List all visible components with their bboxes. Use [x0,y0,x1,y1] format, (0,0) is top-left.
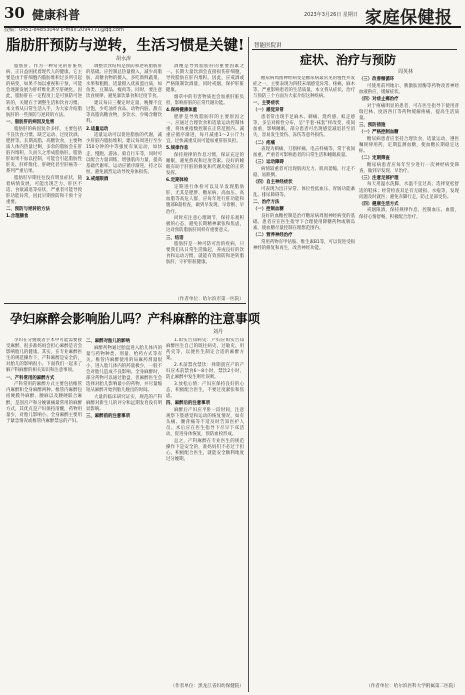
article3-kicker: 智能医院讲 [254,43,282,49]
article1-subheading: 4.保持健康体重 [166,108,198,114]
article2-heading: 二、麻醉对胎儿的影响 [86,339,130,344]
paragraph: 常用药物有甲钴胺、维生素B1等，可以促进受损神经的修复和再生，改善神经功能。 [253,239,355,251]
paragraph: 同时应注意心理调节，保持乐观积极的心态，避免长期精神紧张和焦虑，这对预防脂肪肝同样有重要意义。 [166,216,244,234]
article2-byline: 刘丹 [213,329,224,335]
article1-heading: 二、预防与逆转的方法 [6,207,50,213]
divider [4,303,246,304]
paragraph: 糖尿病患者应每年至少进行一次神经病变筛查，做到早发现、早治疗。 [359,162,459,174]
paragraph: 脂肪肝，作为一种常见的肝脏疾病，正日益困扰着现代人的健康。它主要是由于肝细胞内脂肪堆积过多所引起的病变，如果不加以重视和干预，可能会逐渐发展为肝纤维化甚至肝硬化。因此，脂肪肝在一定程度上是可预防可逆转的，关键在于调整生活和饮食习惯。本文将从日常生活入手，为大家介绍脂肪肝的一些预防与逆转的方法。 [6,64,82,118]
article3-subheading: （四）自主神经症状 [253,180,293,186]
paragraph: 病情较重者可出现肌肉无力、肌肉萎缩，行走不稳，易跌倒。 [253,167,355,179]
paragraph: 建议每日三餐定时定量，晚餐不宜过饱，少吃油炸食品、动物内脏、甜点等高脂高糖食物，多饮水，少喝含糖饮料。 [86,101,162,125]
paragraph: 1.如实告知病史：产妇应如实告知麻醉医生自己的既往病史、过敏史、用药史等，以便医生制定合适的麻醉方案。 [166,338,244,362]
paragraph: 产科常用的麻醉方式主要包括椎管内麻醉和全身麻醉两种。椎管内麻醉包括硬膜外麻醉、腰麻以及腰硬联合麻醉，是剖宫产和分娩镇痛最常用的麻醉方式，其优点是产妇保持清醒，药物用量少，对胎儿影响小。全身麻醉主要用于紧急情况或椎管内麻醉禁忌的产妇。 [6,382,82,424]
article1-heading: 三、结语 [166,235,184,241]
paragraph: 脂肪肝的病因复杂多样，主要包括不良饮食习惯、缺乏运动、过度饮酒、肥胖等。长期高脂、高糖饮食，主要物质人体内热量过剩，多余的脂肪会在肝脏内堆积，久而久之形成脂肪肝。脂肪肝如果不加以控制，可能会引起脂肪性肝炎、肝纤维化、肝硬化甚至肝癌等一系列严重后果。 [6,126,82,175]
article1-source: （作者单位：哈尔滨市第一医院） [175,297,244,302]
article3-subheading: （三）注意足部护理 [359,175,399,181]
article3-heading: 三、预防措施 [359,122,386,128]
article2-heading: 一、产科常用的麻醉方式 [6,375,55,381]
article2-col2 [86,338,162,684]
article3-subheading: （一）严格控制血糖 [359,129,399,135]
paragraph: 总之，产科麻醉在专业医生的规范操作下是安全的，准妈妈们不必过于担心，积极配合医生，就能安全顺利地度过分娩期。 [166,438,244,463]
article2-heading: 三、麻醉前的注意事项 [86,414,130,420]
article1-col3 [166,64,244,296]
article1-heading: 一、脂肪肝的病因及危害 [6,119,55,125]
article3-subheading: （三）运动障碍 [253,160,284,166]
article3-byline: 周英林 [398,69,414,75]
article1-subheading: 1.合理膳食 [6,214,29,220]
paragraph: 大量的临床研究证实，规范的产科麻醉对新生儿的评分和远期发育没有明显影响。 [86,395,162,413]
divider [252,49,457,50]
paragraph: 良好的血糖控制是治疗糖尿病周围神经病变的基础。患者应在医生指导下合理使用降糖药物或胰岛素，使血糖尽量控制在理想范围内。 [253,213,355,232]
paragraph: 保持规律的作息习惯，保证充足的睡眠，避免熬夜和过度劳累。良好的睡眠有助于肝脏的修复和代谢功能的正常发挥。 [166,153,244,177]
paragraph: 脂肪肝是一种可防可治的疾病，只要我们从日常生活做起，养成良好的饮食和运动习惯，就能有效预防和逆转脂肪肝，守护肝脏健康。 [166,242,244,266]
article3-subheading: （四）健康生活方式 [359,201,399,207]
paragraph: 糖尿病周围神经病变是糖尿病最常见的慢性并发症之一，主要表现为四肢末端感觉异常、疼痛、麻木等，严重影响患者的生活质量。本文将从症状、治疗与预防三个方面为大家介绍这种疾病。 [253,76,355,100]
paragraph: 定期进行体检可以及早发现脂肪肝，尤其是肥胖、糖尿病、高血压、高血脂等高危人群，应每年进行肝功能和腹部B超检查，做到早发现、早诊断、早治疗。 [166,185,244,215]
article3-col1 [253,76,355,676]
article3-subheading: （二）营养神经治疗 [253,233,293,239]
article2-col1 [6,338,82,684]
article1-title: 脂肪肝预防与逆转，生活习惯是关键! [6,37,245,54]
paragraph: 对于疼痛明显的患者，可在医生指导下使用普瑞巴林、度洛西汀等药物缓解疼痛，提高生活质量。 [359,103,459,121]
paper-name: 家庭保健报 [365,8,453,28]
paragraph: 麻醉后产妇应平卧一段时间，注意观察下肢感觉和运动的恢复情况，如有头痛、腰背痛等不适及时告知医护人员。术后应在医生指导下尽早下床活动，促进身体恢复，预防血栓形成。 [166,407,244,438]
paragraph: 患者常出现手足麻木、刺痛、烧灼感、蚁走感等，多呈对称性分布，呈“手套-袜套”样改变，夜间加重，影响睡眠。部分患者可出现感觉减退甚至消失，容易发生烫伤、冻伤等意外损伤。 [253,115,355,139]
paragraph: 麻醉药物通过胎盘进入胎儿体内的量与药物种类、剂量、给药方式等有关。椎管内麻醉使用的局麻药剂量很小，进入胎儿体内的药量极少，一般不会对胎儿造成不良影响。全身麻醉时，部分药物可以通过胎盘，但麻醉医生会选择对胎儿影响最小的药物，并尽量缩短从麻醉开始到胎儿娩出的时间。 [86,345,162,394]
article3-col2 [359,76,459,676]
paragraph: 烟草中的有害物质也会加重肝脏负担，影响肝脏的正常代谢功能。 [166,95,244,107]
article3-subheading: （二）疼痛 [253,140,275,146]
article1-col2 [86,64,162,296]
contact-line: 投稿：0451-84853049 E-mail:2094771@qq.com [4,27,124,33]
article3-subheading: （二）定期筛查 [359,155,390,161]
paragraph: 3.放松心情：产妇应保持良好的心态，积极配合医生，不要过度紧张和焦虑。 [166,381,244,400]
paragraph: 糖尿病患者应坚持合理饮食、适量运动，遵医嘱规律用药，定期监测血糖，使血糖长期稳定达标。 [359,136,459,154]
article3-heading: 二、治疗方法 [253,200,280,206]
article2-title: 孕妇麻醉会影响胎儿吗？产科麻醉的注意事项 [10,311,261,326]
article3-subheading: （一）控制血糖 [253,207,284,213]
article3-source: （作者单位：哈尔滨医科大学附属第二医院） [366,684,458,689]
article1-subheading: 3.戒烟限酒 [86,176,109,182]
article1-byline: 胡水涛 [116,56,132,62]
paragraph: 酒精是导致脂肪肝的重要因素之一。长期大量饮酒会直接损伤肝细胞，导致脂肪在肝内堆积。因此，应戒酒或严格限制饮酒量，同时戒烟，保护肝脏健康。 [166,64,244,94]
page-header [4,4,461,28]
article3-subheading: （四）对症止痛治疗 [359,96,399,102]
issue-date: 2023年3月26日 星期日 [304,12,358,18]
paragraph: 肥胖是导致脂肪肝的主要原因之一。应通过合理饮食和适量运动控制体重，将体重指数控制在正常范围内。减重应循序渐进，每月减重1～2公斤为宜，过快减重反而可能加重肝脏负担。 [166,114,244,145]
article2-heading: 四、麻醉后的注意事项 [166,401,210,407]
paragraph: 调整饮食结构是预防和逆转脂肪肝的基础。应控制总热量摄入，减少高脂肪、高糖食物的摄入，多吃新鲜蔬菜、水果和粗粮，适量摄入优质蛋白质，如鱼类、豆制品、瘦肉等。同时，要注意饮食规律，避免暴饮暴食和过度节食。 [86,64,162,100]
article2-source: （作者单位：黑龙江省妇幼保健院） [170,684,244,689]
article3-heading: 一、主要症状 [253,101,280,107]
article3-subheading: （一）感觉异常 [253,108,284,114]
article3-title: 症状、治疗与预防 [300,53,397,67]
article1-subheading: 2.适量运动 [86,126,109,132]
paragraph: 孕妇在分娩或者手术中可能需要接受麻醉，很多准妈妈会担心麻醉是否会影响胎儿的健康。其实，在专业麻醉医生的规范操作下，产科麻醉是安全的，对胎儿的影响很小。下面我们一起来了解产科麻醉的相关知识和注意事项。 [6,338,82,374]
article1-subheading: 5.规律作息 [166,146,189,152]
paragraph: 适量运动可以促进脂肪的代谢，减少肝脏内脂肪堆积。建议每周进行至少150分钟的中等强度有氧运动，如快走、慢跑、游泳、骑自行车等，同时可以配合力量训练，增强肌肉力量，提高基础代谢率。运动应循序渐进，持之以恒，避免剧烈运动导致身体损伤。 [86,133,162,175]
paragraph: 戒烟限酒，保持规律作息，控制血压、血脂，保持心情舒畅，积极配合治疗。 [359,208,459,220]
paragraph: 表现为刺痛、刀割样痛、电击样痛等，常于夜间加重，严重者可影响患者的日常生活和睡眠质量。 [253,147,355,159]
paragraph: 2.术前禁食禁饮：择期剖宫产的产妇应术前禁食6～8小时，禁饮2小时，防止麻醉中发生呕吐误吸。 [166,362,244,381]
paragraph: 可使用前列地尔、胰激肽原酶等药物改善神经血液供应，缓解症状。 [359,83,459,95]
paragraph: 脂肪肝早期往往没有明显症状，随着病情发展，可能出现乏力、肝区不适、食欲减退等症状，严重者可能导致肝功能异常，因此早期预防和干预十分重要。 [6,175,82,206]
section-name: 健康科普 [32,8,81,22]
article2-col3 [166,338,244,678]
article1-subheading: 6.定期体检 [166,178,189,184]
article3-subheading: （三）改善微循环 [359,77,395,82]
paragraph: 每天用温水洗脚，水温不宜过高；选择宽松舒适的鞋袜；经常检查双足有无破损、水疱等，发现问题及时就医；避免赤脚行走，防止足部受伤。 [359,182,459,200]
article1-col1 [6,64,82,296]
page-number: 30 [4,4,25,22]
paragraph: 可表现为出汗异常、体位性低血压、胃肠功能紊乱、排尿障碍等。 [253,186,355,199]
